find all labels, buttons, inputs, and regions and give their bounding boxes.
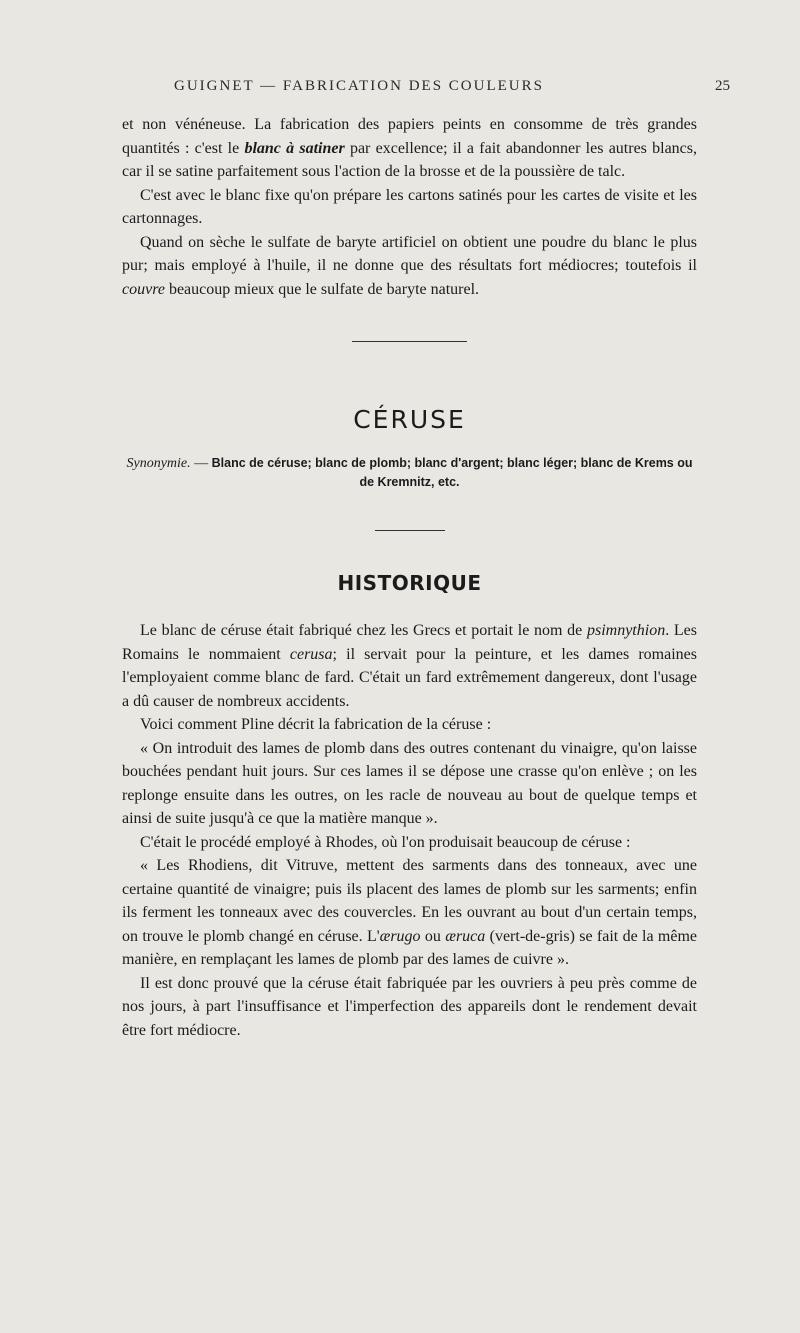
text-run: . Les Romains le nommaient xyxy=(122,622,697,663)
synonymie-dash: — xyxy=(190,456,212,471)
section-title: CÉRUSE xyxy=(353,405,466,434)
synonymie-label: Synonymie. xyxy=(126,456,191,471)
subsection-title: HISTORIQUE xyxy=(337,571,482,595)
emphasis-aeruca: æruca xyxy=(445,927,486,945)
paragraph-historique-4: C'était le procédé employé à Rhodes, où l'on produisait beaucoup de céruse : xyxy=(140,833,631,851)
paragraph-intro-1 xyxy=(122,113,697,184)
paragraph-historique-6: Il est donc prouvé que la céruse était fabriquée par les ouvriers à peu près comme de nos jours, à part l'insuffisance et l'imperfection des appareils dont le rendement devait être fort médiocre. xyxy=(122,974,697,1039)
text-run: ; il servait pour la peinture, et les dames romaines l'employaient comme blanc de fard. C'était un fard extrêmement dangereux, dont l'usage a dû causer de nombreux accidents. xyxy=(122,645,698,710)
synonymie-line xyxy=(122,454,697,492)
emphasis-aerugo: ærugo xyxy=(379,927,421,945)
quote-pline: « On introduit des lames de plomb dans des outres contenant du vinaigre, qu'on laisse bouchées pendant huit jours. Sur ces lames il se dépose une crasse qu'on enlève ; on les replonge ensuite dans les outres, on les racle de nouveau au bout de quelque temps et ainsi de suite jusqu'à ce que la matière manque ». xyxy=(122,739,697,827)
emphasis-cerusa: cerusa xyxy=(289,645,333,663)
emphasis-psimnythion: psimnythion xyxy=(586,622,666,639)
paragraph-historique-1 xyxy=(122,619,697,713)
page-number: 25 xyxy=(715,78,730,94)
text-run: Quand on sèche le sulfate de baryte artificiel on obtient une poudre du blanc le plus pur; mais employé à l'huile, il ne donne que des résultats fort médiocres; toutefois il xyxy=(122,233,697,274)
text-run: (vert-de-gris) se fait de la même manière, en remplaçant les lames de plomb par des lames de cuivre ». xyxy=(122,927,698,968)
paragraph-intro-3 xyxy=(122,231,697,302)
emphasis-couvre: couvre xyxy=(122,280,165,298)
synonymie-values: Blanc de céruse; blanc de plomb; blanc d'argent; blanc léger; blanc de Krems ou de Kremnitz, etc. xyxy=(211,456,693,489)
paragraph-intro-2: C'est avec le blanc fixe qu'on prépare les cartons satinés pour les cartes de visite et les cartonnages. xyxy=(122,186,697,227)
paragraph-historique-2: Voici comment Pline décrit la fabrication de la céruse : xyxy=(140,716,492,733)
text-run: et non vénéneuse. La fabrication des papiers peints en consomme de très grandes quantités : c'est le xyxy=(122,116,697,157)
quote-vitruve xyxy=(122,854,697,972)
subsection-rule xyxy=(375,530,445,531)
text-run: par excellence; il a fait abandonner les autres blancs, car il se satine parfaitement sous l'action de la brosse et de la poussière de talc. xyxy=(122,139,697,180)
body-text xyxy=(122,113,697,1042)
section-rule xyxy=(352,341,467,342)
text-run: « Les Rhodiens, dit Vitruve, mettent des sarments dans des tonneaux, avec une certaine quantité de vinaigre; puis ils placent des lames de plomb sur les sarments; enfin ils ferment les tonneaux avec des couvercles. En les ouvrant au bout d'un certain temps, on trouve le plomb changé en céruse. L' xyxy=(122,857,697,945)
running-head-title: GUIGNET — FABRICATION DES COULEURS xyxy=(174,78,544,94)
emphasis-blanc-a-satiner: blanc à satiner xyxy=(244,139,345,157)
text-run: ou xyxy=(420,927,446,945)
text-run: Le blanc de céruse était fabriqué chez les Grecs et portait le nom de xyxy=(140,622,587,639)
text-run: beaucoup mieux que le sulfate de baryte naturel. xyxy=(164,280,480,298)
